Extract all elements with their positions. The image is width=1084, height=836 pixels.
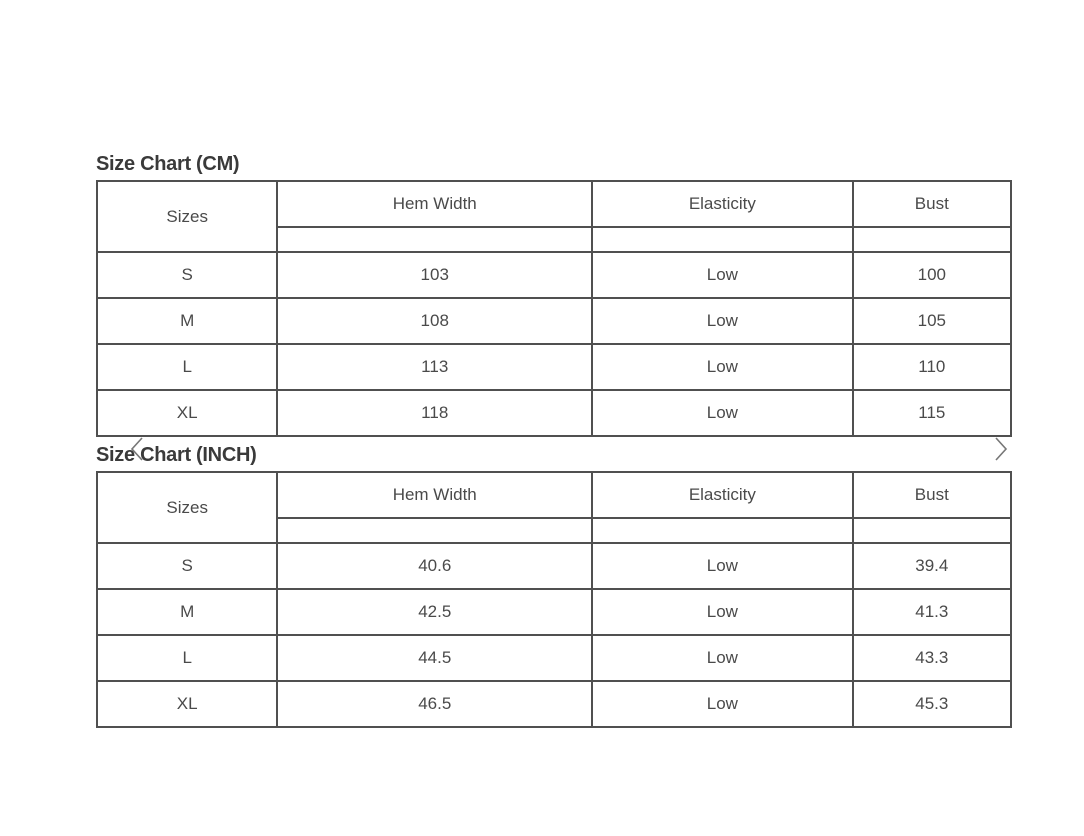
cell-elasticity: Low [592, 252, 853, 298]
table-row [97, 252, 1011, 298]
chevron-left-icon [130, 436, 144, 462]
table-row [97, 298, 1011, 344]
cell-hem-width: 46.5 [277, 681, 592, 727]
cell-elasticity: Low [592, 298, 853, 344]
carousel-prev-button[interactable] [130, 436, 144, 462]
subheader-cell [277, 227, 592, 252]
table-header-row [97, 472, 1011, 518]
cell-bust: 39.4 [853, 543, 1011, 589]
cell-size: S [97, 252, 277, 298]
subheader-cell [853, 518, 1011, 543]
cell-hem-width: 103 [277, 252, 592, 298]
cell-hem-width: 40.6 [277, 543, 592, 589]
cell-size: XL [97, 681, 277, 727]
header-bust: Bust [853, 181, 1011, 227]
cell-hem-width: 118 [277, 390, 592, 436]
subheader-cell [277, 518, 592, 543]
cell-size: M [97, 298, 277, 344]
cell-elasticity: Low [592, 589, 853, 635]
table-row [97, 681, 1011, 727]
cell-size: XL [97, 390, 277, 436]
subheader-cell [592, 518, 853, 543]
cell-bust: 100 [853, 252, 1011, 298]
cell-hem-width: 42.5 [277, 589, 592, 635]
cell-hem-width: 44.5 [277, 635, 592, 681]
cell-hem-width: 108 [277, 298, 592, 344]
cell-bust: 110 [853, 344, 1011, 390]
cell-elasticity: Low [592, 390, 853, 436]
cell-bust: 45.3 [853, 681, 1011, 727]
subheader-cell [592, 227, 853, 252]
table-row [97, 635, 1011, 681]
cell-size: L [97, 635, 277, 681]
header-bust: Bust [853, 472, 1011, 518]
table-row [97, 543, 1011, 589]
size-chart-cm-table [96, 180, 1012, 437]
cell-bust: 41.3 [853, 589, 1011, 635]
cell-bust: 43.3 [853, 635, 1011, 681]
table-row [97, 344, 1011, 390]
cell-hem-width: 113 [277, 344, 592, 390]
table-header-row [97, 181, 1011, 227]
carousel-next-button[interactable] [994, 436, 1008, 462]
table-row [97, 589, 1011, 635]
header-elasticity: Elasticity [592, 472, 853, 518]
size-chart-inch-table [96, 471, 1012, 728]
cell-elasticity: Low [592, 635, 853, 681]
header-sizes: Sizes [97, 472, 277, 543]
size-chart-inch-title: Size Chart (INCH) [96, 444, 257, 466]
cell-bust: 115 [853, 390, 1011, 436]
cell-elasticity: Low [592, 543, 853, 589]
cell-bust: 105 [853, 298, 1011, 344]
cell-elasticity: Low [592, 681, 853, 727]
header-hem-width: Hem Width [277, 181, 592, 227]
header-hem-width: Hem Width [277, 472, 592, 518]
subheader-cell [853, 227, 1011, 252]
cell-elasticity: Low [592, 344, 853, 390]
size-chart-cm-title: Size Chart (CM) [96, 153, 240, 175]
chevron-right-icon [994, 436, 1008, 462]
cell-size: L [97, 344, 277, 390]
header-elasticity: Elasticity [592, 181, 853, 227]
cell-size: M [97, 589, 277, 635]
header-sizes: Sizes [97, 181, 277, 252]
cell-size: S [97, 543, 277, 589]
table-row [97, 390, 1011, 436]
